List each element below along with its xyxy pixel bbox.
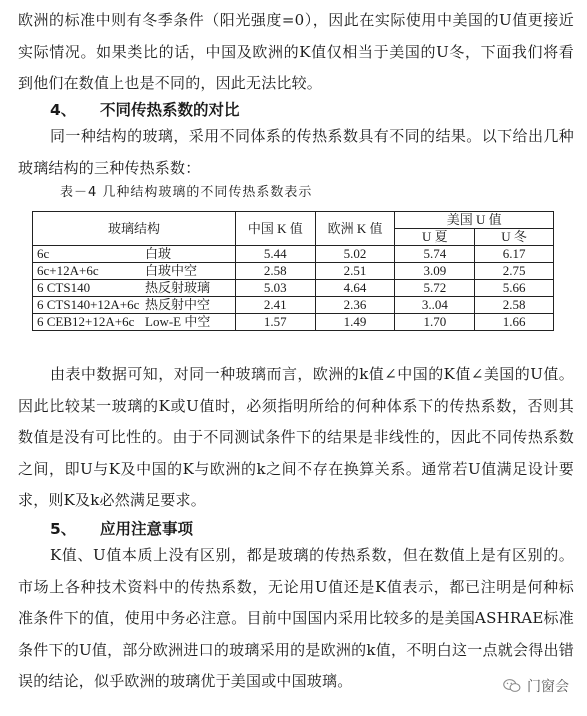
table-row (33, 246, 554, 263)
cell-u-summer: 5.74 (395, 246, 475, 263)
glass-spec: 6c+12A+6c (37, 263, 99, 278)
table-header-row (33, 212, 554, 229)
cell-china-k: 2.41 (235, 297, 315, 314)
cell-structure (33, 246, 236, 263)
cell-u-summer: 3.09 (395, 263, 475, 280)
glass-type: 热反射中空 (145, 297, 211, 312)
source-watermark (503, 676, 569, 696)
cell-europe-k: 4.64 (315, 280, 395, 297)
header-china-k: 中国 K 值 (235, 212, 315, 246)
cell-europe-k: 2.36 (315, 297, 395, 314)
glass-type: Low-E 中空 (145, 314, 211, 329)
cell-u-winter: 5.66 (475, 280, 554, 297)
section-4-heading (50, 98, 240, 120)
cell-europe-k: 2.51 (315, 263, 395, 280)
section-5-heading (50, 517, 193, 539)
section-5-number: 5、 (50, 520, 77, 538)
intro-paragraph: 欧洲的标准中则有冬季条件（阳光强度=0），因此在实际使用中美国的U值更接近实际情况。如果类比的话，中国及欧洲的K值仅相当于美国的U冬，下面我们将看到他们在数值上也是不同的，因此无法比较。 (18, 11, 574, 92)
header-us-u: 美国 U 值 (395, 212, 554, 229)
cell-u-summer: 3..04 (395, 297, 475, 314)
heat-transfer-table (32, 211, 554, 331)
section-5-title: 应用注意事项 (100, 520, 194, 538)
cell-europe-k: 5.02 (315, 246, 395, 263)
cell-europe-k: 1.49 (315, 314, 395, 331)
cell-u-winter: 2.58 (475, 297, 554, 314)
source-name: 门窗会 (527, 679, 569, 695)
table-row (33, 314, 554, 331)
header-u-summer: U 夏 (395, 229, 475, 246)
header-u-winter: U 冬 (475, 229, 554, 246)
header-europe-k: 欧洲 K 值 (315, 212, 395, 246)
cell-china-k: 2.58 (235, 263, 315, 280)
cell-china-k: 5.03 (235, 280, 315, 297)
cell-structure (33, 280, 236, 297)
glass-spec: 6 CEB12+12A+6c (37, 314, 135, 329)
table-row (33, 263, 554, 280)
cell-u-winter: 2.75 (475, 263, 554, 280)
cell-structure (33, 314, 236, 331)
analysis-paragraph: 由表中数据可知，对同一种玻璃而言，欧洲的k值∠中国的K值∠美国的U值。因此比较某一玻璃的K或U值时，必须指明所给的何种体系下的传热系数，否则其数值是没有可比性的。由于不同测试条件下的结果是非线性的，因此不同传热系数之间，即U与K及中国的K与欧洲的k之间不存在换算关系。通常若U值满足设计要求，则K及k必然满足要求。 (18, 365, 574, 509)
header-structure: 玻璃结构 (33, 212, 236, 246)
glass-type: 白玻 (145, 246, 172, 261)
table-caption: 表－4 几种结构玻璃的不同传热系数表示 (60, 185, 313, 200)
cell-china-k: 5.44 (235, 246, 315, 263)
glass-spec: 6 CTS140+12A+6c (37, 297, 140, 312)
section-4-title: 不同传热系数的对比 (100, 101, 240, 119)
section-5-paragraph: K值、U值本质上没有区别，都是玻璃的传热系数，但在数值上是有区别的。市场上各种技术资料中的传热系数，无论用U值还是K值表示，都已注明是何种标准条件下的值，使用中务必注意。目前中国国内采用比较多的是美国ASHRAE标准条件下的U值，部分欧洲进口的玻璃采用的是欧洲的k值，不明白这一点就会得出错误的结论，似乎欧洲的玻璃优于美国或中国玻璃。 (18, 546, 574, 690)
cell-u-summer: 1.70 (395, 314, 475, 331)
wechat-icon (503, 678, 521, 694)
glass-spec: 6 CTS140 (37, 280, 91, 295)
section-4-number: 4、 (50, 101, 77, 119)
cell-u-winter: 1.66 (475, 314, 554, 331)
cell-structure (33, 297, 236, 314)
cell-china-k: 1.57 (235, 314, 315, 331)
glass-spec: 6c (37, 246, 50, 261)
cell-structure (33, 263, 236, 280)
table-row (33, 297, 554, 314)
cell-u-winter: 6.17 (475, 246, 554, 263)
section-4-paragraph: 同一种结构的玻璃，采用不同体系的传热系数具有不同的结果。以下给出几种玻璃结构的三种传热系数： (18, 127, 574, 177)
cell-u-summer: 5.72 (395, 280, 475, 297)
glass-type: 白玻中空 (145, 263, 198, 278)
glass-type: 热反射玻璃 (145, 280, 211, 295)
table-row (33, 280, 554, 297)
